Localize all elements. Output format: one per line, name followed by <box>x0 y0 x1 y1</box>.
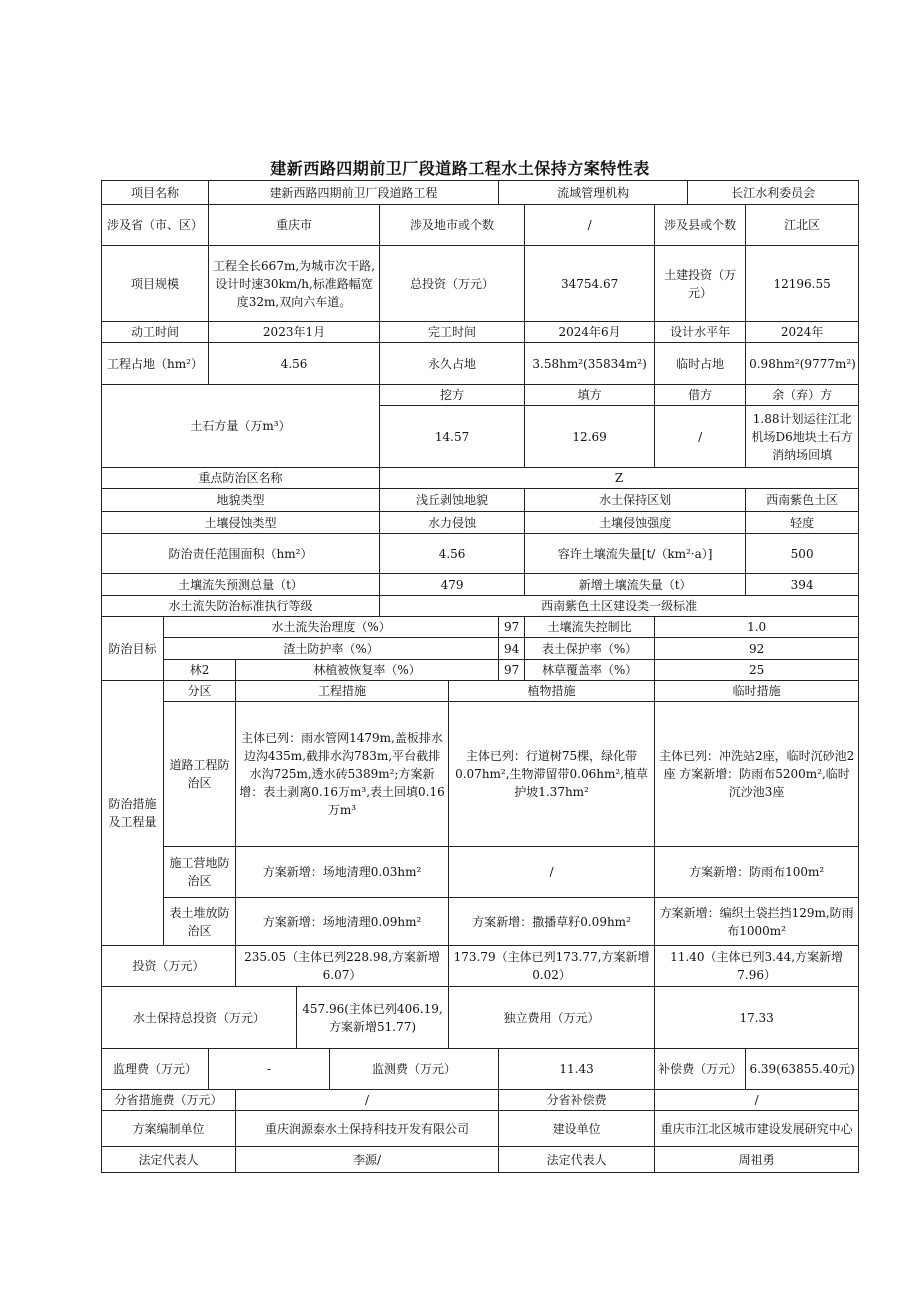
city: / <box>525 205 655 246</box>
design-year: 2024年 <box>746 322 859 343</box>
label-total-invest: 总投资（万元） <box>380 246 525 322</box>
temporary-land: 0.98hm²(9777m²) <box>746 343 859 385</box>
label-targets: 防治目标 <box>102 617 164 681</box>
investment-engineering: 235.05（主体已列228.98,方案新增6.07） <box>236 946 449 987</box>
standard: 西南紫色土区建设类一级标准 <box>380 596 859 617</box>
label-builder: 建设单位 <box>499 1111 655 1147</box>
total-invest: 34754.67 <box>525 246 655 322</box>
borrow: / <box>655 406 746 468</box>
target-label: 土壤流失控制比 <box>525 617 655 638</box>
label-land-area: 工程占地（hm²） <box>102 343 209 385</box>
independent-fee: 17.33 <box>655 987 859 1049</box>
investment-plant: 173.79（主体已列173.77,方案新增0.02） <box>449 946 655 987</box>
road-plant: 主体已列：行道树75棵，绿化带0.07hm²,生物滞留带0.06hm²,植草护坡1.37hm² <box>449 702 655 847</box>
scale: 工程全长667m,为城市次干路,设计时速30km/h,标准路幅宽度32m,双向六车道。 <box>209 246 380 322</box>
header-fill: 填方 <box>525 385 655 406</box>
provincial-measures-fee: / <box>236 1090 499 1111</box>
header-borrow: 借方 <box>655 385 746 406</box>
target-value: 94 <box>499 638 525 660</box>
predicted-loss: 479 <box>380 574 525 596</box>
document-title: 建新西路四期前卫厂段道路工程水土保持方案特性表 <box>270 159 650 178</box>
permanent-land: 3.58hm²(35834m²) <box>525 343 655 385</box>
label-allowable-loss: 容许土壤流失量[t/（km²·a）] <box>525 534 746 574</box>
header-spoil: 余（弃）方 <box>746 385 859 406</box>
target-value: 97 <box>499 617 525 638</box>
road-engineering: 主体已列：雨水管网1479m,盖板排水边沟435m,截排水沟783m,平台截排水沟725m,透水砖5389m²;方案新增：表土剥离0.16万m³,表土回填0.16万m³ <box>236 702 449 847</box>
label-predicted-loss: 土壤流失预测总量（t） <box>102 574 380 596</box>
province: 重庆市 <box>209 205 380 246</box>
cut: 14.57 <box>380 406 525 468</box>
new-loss: 394 <box>746 574 859 596</box>
project-name: 建新西路四期前卫厂段道路工程 <box>209 181 499 205</box>
label-erosion-intensity: 土壤侵蚀强度 <box>525 512 746 534</box>
target-prefix: 林2 <box>164 660 236 681</box>
topsoil-plant: 方案新增：撒播草籽0.09hm² <box>449 898 655 946</box>
header-cut: 挖方 <box>380 385 525 406</box>
legal-rep-builder: 周祖勇 <box>655 1147 859 1173</box>
target-value: 1.0 <box>655 617 859 638</box>
plan-author: 重庆润源泰水土保持科技开发有限公司 <box>236 1111 499 1147</box>
camp-plant: / <box>449 847 655 898</box>
label-permanent-land: 永久占地 <box>380 343 525 385</box>
label-design-year: 设计水平年 <box>655 322 746 343</box>
label-basin: 流域管理机构 <box>499 181 688 205</box>
allowable-loss: 500 <box>746 534 859 574</box>
spoil: 1.88计划运往江北机场D6地块土石方消纳场回填 <box>746 406 859 468</box>
provincial-compensation: / <box>655 1090 859 1111</box>
label-supervision-fee: 监理费（万元） <box>102 1049 209 1090</box>
label-project-name: 项目名称 <box>102 181 209 205</box>
erosion-type: 水力侵蚀 <box>380 512 525 534</box>
label-measures: 防治措施及工程量 <box>102 681 164 946</box>
label-temporary-land: 临时占地 <box>655 343 746 385</box>
monitoring-fee: 11.43 <box>499 1049 655 1090</box>
label-compensation-fee: 补偿费（万元） <box>655 1049 746 1090</box>
label-provincial-compensation: 分省补偿费 <box>499 1090 655 1111</box>
target-value: 92 <box>655 638 859 660</box>
zone-topsoil: 表土堆放防治区 <box>164 898 236 946</box>
civil-invest: 12196.55 <box>746 246 859 322</box>
compensation-fee: 6.39(63855.40元) <box>746 1049 859 1090</box>
target-label: 林草覆盖率（%） <box>525 660 655 681</box>
label-end: 完工时间 <box>380 322 525 343</box>
target-label: 林植被恢复率（%） <box>236 660 499 681</box>
label-county: 涉及县或个数 <box>655 205 746 246</box>
header-zone: 分区 <box>164 681 236 702</box>
end: 2024年6月 <box>525 322 655 343</box>
zone-road: 道路工程防治区 <box>164 702 236 847</box>
label-standard: 水土流失防治标准执行等级 <box>102 596 380 617</box>
responsibility-area: 4.56 <box>380 534 525 574</box>
label-independent-fee: 独立费用（万元） <box>449 987 655 1049</box>
label-new-loss: 新增土壤流失量（t） <box>525 574 746 596</box>
label-scale: 项目规模 <box>102 246 209 322</box>
header-temporary: 临时措施 <box>655 681 859 702</box>
builder: 重庆市江北区城市建设发展研究中心 <box>655 1111 859 1147</box>
county: 江北区 <box>746 205 859 246</box>
target-value: 97 <box>499 660 525 681</box>
label-legal-rep: 法定代表人 <box>102 1147 236 1173</box>
key-zone: Z <box>380 468 859 489</box>
label-city: 涉及地市或个数 <box>380 205 525 246</box>
supervision-fee: - <box>209 1049 330 1090</box>
label-region: 水土保持区划 <box>525 489 746 512</box>
target-label: 表土保护率（%） <box>525 638 655 660</box>
label-erosion-type: 土壤侵蚀类型 <box>102 512 380 534</box>
topsoil-temporary: 方案新增：编织土袋拦挡129m,防雨布1000m² <box>655 898 859 946</box>
label-monitoring-fee: 监测费（万元） <box>330 1049 499 1090</box>
camp-engineering: 方案新增：场地清理0.03hm² <box>236 847 449 898</box>
topsoil-engineering: 方案新增：场地清理0.09hm² <box>236 898 449 946</box>
target-label: 渣土防护率（%） <box>164 638 499 660</box>
camp-temporary: 方案新增：防雨布100m² <box>655 847 859 898</box>
landform: 浅丘剥蚀地貌 <box>380 489 525 512</box>
label-responsibility-area: 防治责任范围面积（hm²） <box>102 534 380 574</box>
label-civil-invest: 土建投资（万元） <box>655 246 746 322</box>
header-plant: 植物措施 <box>449 681 655 702</box>
fill: 12.69 <box>525 406 655 468</box>
label-landform: 地貌类型 <box>102 489 380 512</box>
label-legal-rep: 法定代表人 <box>499 1147 655 1173</box>
legal-rep-author: 李源/ <box>236 1147 499 1173</box>
label-earthwork: 土石方量（万m³） <box>102 385 380 468</box>
region: 西南紫色土区 <box>746 489 859 512</box>
label-total-swc-investment: 水土保持总投资（万元） <box>102 987 297 1049</box>
label-investment: 投资（万元） <box>102 946 236 987</box>
land-area: 4.56 <box>209 343 380 385</box>
target-value: 25 <box>655 660 859 681</box>
investment-temporary: 11.40（主体已列3.44,方案新增7.96） <box>655 946 859 987</box>
label-plan-author: 方案编制单位 <box>102 1111 236 1147</box>
start: 2023年1月 <box>209 322 380 343</box>
basin: 长江水利委员会 <box>688 181 859 205</box>
target-label: 水土流失治理度（%） <box>164 617 499 638</box>
header-engineering: 工程措施 <box>236 681 449 702</box>
zone-camp: 施工营地防治区 <box>164 847 236 898</box>
label-province: 涉及省（市、区） <box>102 205 209 246</box>
erosion-intensity: 轻度 <box>746 512 859 534</box>
total-swc-investment: 457.96(主体已列406.19,方案新增51.77) <box>297 987 449 1049</box>
label-start: 动工时间 <box>102 322 209 343</box>
characteristics-table <box>101 180 859 1173</box>
label-provincial-measures-fee: 分省措施费（万元） <box>102 1090 236 1111</box>
road-temporary: 主体已列：冲洗站2座，临时沉砂池2座 方案新增：防雨布5200m²,临时沉沙池3座 <box>655 702 859 847</box>
label-key-zone: 重点防治区名称 <box>102 468 380 489</box>
